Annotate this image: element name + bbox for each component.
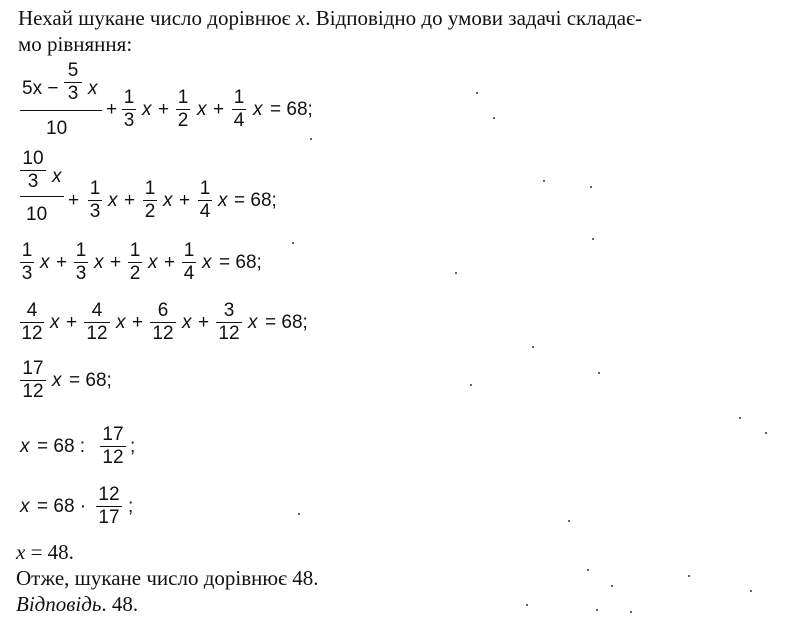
result-line: x = 48.: [16, 540, 74, 564]
conclusion-line: Отже, шукане число дорівнює 48.: [16, 566, 319, 590]
intro-line-2: мо рівняння:: [18, 32, 133, 56]
eq1-main-bar: [20, 110, 102, 111]
eq1-den: 10: [46, 118, 68, 139]
eq1-num-term: 5x: [22, 78, 43, 99]
eq2-main-bar: [20, 196, 64, 197]
intro-line-1: Нехай шукане число дорівнює x. Відповідно до умови задачі складає-: [18, 6, 643, 30]
answer-line: Відповідь. 48.: [16, 592, 139, 616]
eq6-lhs: x: [20, 436, 30, 457]
eq2-inner-fraction: 10 3: [20, 148, 46, 193]
eq1-inner-fraction: 5 3: [64, 60, 82, 105]
